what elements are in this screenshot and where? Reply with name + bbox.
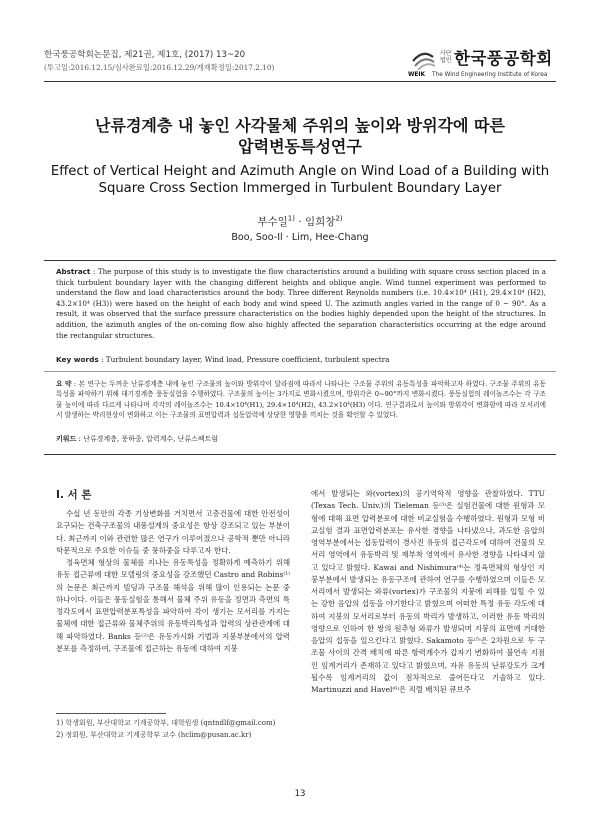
korean-keywords-text: : 난류경계층, 풍하중, 압력계수, 난류스펙트럼 [76, 435, 219, 443]
english-title-line2: Square Cross Section Immerged in Turbulent Boundary Layer [98, 181, 502, 196]
abstract-divider [44, 371, 556, 372]
footnote-2: 2) 정회원, 부산대학교 기계공학부 교수 (hclim@pusan.ac.kr) [56, 731, 252, 739]
authors-english: Boo, Soo-Il · Lim, Hee-Chang [231, 232, 369, 243]
abstract-text: : The purpose of this study is to investigate the flow characteristics around a building with square cross section placed in a thick turbulent boundary layer with the changing different heights and oblique angle. Wind tunnel experiment was performed to understand the flow and load characteristics around the body. Three different Reynolds numbers (i.e. 10.4×10⁴ (H1), 29.4×10⁴ (H2), 43.2×10⁴ (H3)) were based on the height of each body and wind speed U. The azimuth angles varied in the range of 0 ~ 90°. As a result, it was observed that the surface pressure characteristics on the bodies highly depended upon the height of the structures. In addition, the azimuth angles of the on-coming flow also highly affected the separation characteristics occurring at the edge around the rectangular structures. [56, 267, 546, 340]
author-1: 부수일 [257, 216, 288, 228]
korean-abstract [56, 379, 546, 421]
english-title-line1: Effect of Vertical Height and Azimuth Angle on Wind Load of a Building with [50, 164, 550, 179]
keywords-text: : Turbulent boundary layer, Wind load, Pressure coefficient, turbulent spectra [98, 355, 390, 364]
author-1-affil: 1) [287, 214, 295, 223]
page-number: 13 [294, 789, 306, 799]
submission-dates: (투고일:2016.12.15/심사완료일:2016.12.29/게재확정일:2017.2.10) [44, 63, 275, 72]
paragraph: 정육면체 형상의 물체를 지나는 유동특성을 정확하게 예측하기 위해 유동 접근류에 대한 모델링의 중요성을 강조했던 Castro and Robins⁽¹⁾의 논문은 최근까지 빌딩과 구조물 해석을 위해 많이 인용되는 논문 중 하나이다. 이들은 풍동실험을 통해서 물체 주위 유동을 정면과 측면의 특정각도에서 표면압력분포특성을 파악하여 각이 생기는 모서리를 가지는 물체에 대한 접근류와 물체주위의 유동박리특성과 압력의 상관관계에 대해 파악하였다. Banks 등⁽²⁾은 유동가시화 기법과 지붕부분에서의 압력분포를 측정하여, 구조물에 접근하는 유동에 대하여 지붕 [56, 558, 291, 653]
keywords [56, 355, 546, 364]
society-english-name: The Wind Engineering Institute of Korea [432, 72, 548, 78]
korean-abstract-label: 요 약 [56, 380, 72, 388]
section-heading-introduction: I. 서 론 [56, 489, 92, 501]
journal-citation: 한국풍공학회논문집, 제21권, 제1호, (2017) 13~20 [44, 50, 246, 60]
keywords-label: Key words [56, 355, 99, 364]
corporation-mark-line2: 법인 [440, 57, 452, 64]
abstract-bottom-rule [44, 454, 556, 455]
author-2: 임희창 [305, 216, 336, 228]
corporation-mark-line1: 사단 [440, 50, 452, 57]
korean-title-line2: 압력변동특성연구 [238, 137, 362, 156]
society-name: 한국풍공학회 [454, 49, 553, 68]
society-emblem-icon [408, 47, 438, 71]
footnote-1: 1) 학생회원, 부산대학교 기계공학부, 대학원생 (qntndlf@gmail.com) [56, 719, 276, 727]
society-logo [408, 47, 558, 83]
author-2-affil: 2) [335, 214, 343, 223]
korean-keywords [56, 434, 218, 444]
footnote-rule [56, 713, 166, 714]
korean-title-line1: 난류경계층 내 놓인 사각물체 주위의 높이와 방위각에 따른 [95, 116, 505, 135]
abstract-top-rule [44, 260, 556, 261]
header-rule [44, 81, 556, 82]
korean-keywords-label: 키워드 [56, 435, 77, 443]
society-abbr: WEIK [408, 72, 426, 78]
body-right-column [311, 488, 545, 696]
korean-abstract-text: : 본 연구는 두꺼운 난류경계층 내에 놓인 구조물의 높이와 방위각이 달라짐에 따라서 나타나는 구조물 주위의 유동특성을 파악하고자 하였다. 구조물 주위의 유동특성을 파악하기 위해 대기경계층 풍동실험을 수행하였다. 구조물의 높이는 3가지로 변화시켰으며, 방위각은 0~90°까지 변화시켰다. 풍동실험의 레이놀즈수는 각 구조물 높이에 따라 다르게 나타나며 각각의 레이놀즈수는 10.4×10⁴(H1), 29.4×10⁴(H2), 43.2×10⁴(H3) 이다. 연구결과로서 높이와 방위각이 변화함에 따라 모서리에서 발생하는 박리현상이 변화하고 이는 구조물의 표면압력과 섭동압력에 상당한 영향을 끼치는 것을 확인할 수 있었다. [56, 380, 546, 420]
authors-korean [0, 214, 600, 229]
body-left-column [56, 508, 290, 655]
corporation-mark [440, 50, 452, 64]
paragraph: 수십 년 동안의 각종 기상변화를 거치면서 고층건물에 대한 안전성이 요구되는 건축구조물의 내풍설계의 중요성은 항상 강조되고 있는 부분이다. 최근까지 이와 관련한 많은 연구가 이루어졌으나 공학적 뿐만 아니라 학문적으로 주요한 이슈들 중 풍하중을 다루고자 한다. [56, 509, 290, 555]
abstract-label: Abstract [56, 267, 91, 276]
abstract [56, 267, 546, 341]
paragraph: 에서 발생되는 와(vortex)의 공기역학적 영향을 관찰하였다. TTU (Texas Tech. Univ.)의 Tieleman 등⁽³⁾은 실험건물에 대한 원형과 모형에 대해 표면 압력분포에 대한 비교실험을 수행하였다. 원형과 모형 비교실험 결과 표면압력분포는 유사한 경향을 나타냈으나, 과도한 음압의 영역부분에서는 섭동압력이 경사진 유동의 접근각도에 대하여 건물의 모서리 영역에서 유동박리 및 재부착 영역에서 유사한 경향을 나타내지 않고 있다고 밝혔다. Kawai and Nishimura⁽⁴⁾는 정육면체의 형상인 지붕부분에서 발생되는 유동구조에 관하여 연구를 수행하였으며 이들은 모서리에서 발생되는 와류(vortex)가 구조물의 지붕에 피해를 입힐 수 있는 강한 음압의 섭동을 야기한다고 밝혔으며 어떠한 특정 유동 각도에 대하여 지붕의 모서리로부터 유동의 박리가 발생하고, 이러한 유동 박리의 영향으로 인하여 한 쌍의 원추형 와류가 발생되며 지붕의 표면에 거대한 음압의 섭동을 일으킨다고 밝혔다. Sakamoto 등⁽⁵⁾은 2차원으로 두 구조물 사이의 간격 배치에 따른 항력계수가 갑자기 변화하여 불연속 지점인 임계거리가 존재하고 있다고 밝혔으며, 자유 유동의 난류강도가 크게 될수록 임계거리의 값이 점차적으로 줄어든다고 기술하고 있다. Martinuzzi and Havel⁽⁶⁾은 직렬 배치된 큐브주 [311, 489, 545, 694]
author-separator: · [294, 216, 305, 228]
